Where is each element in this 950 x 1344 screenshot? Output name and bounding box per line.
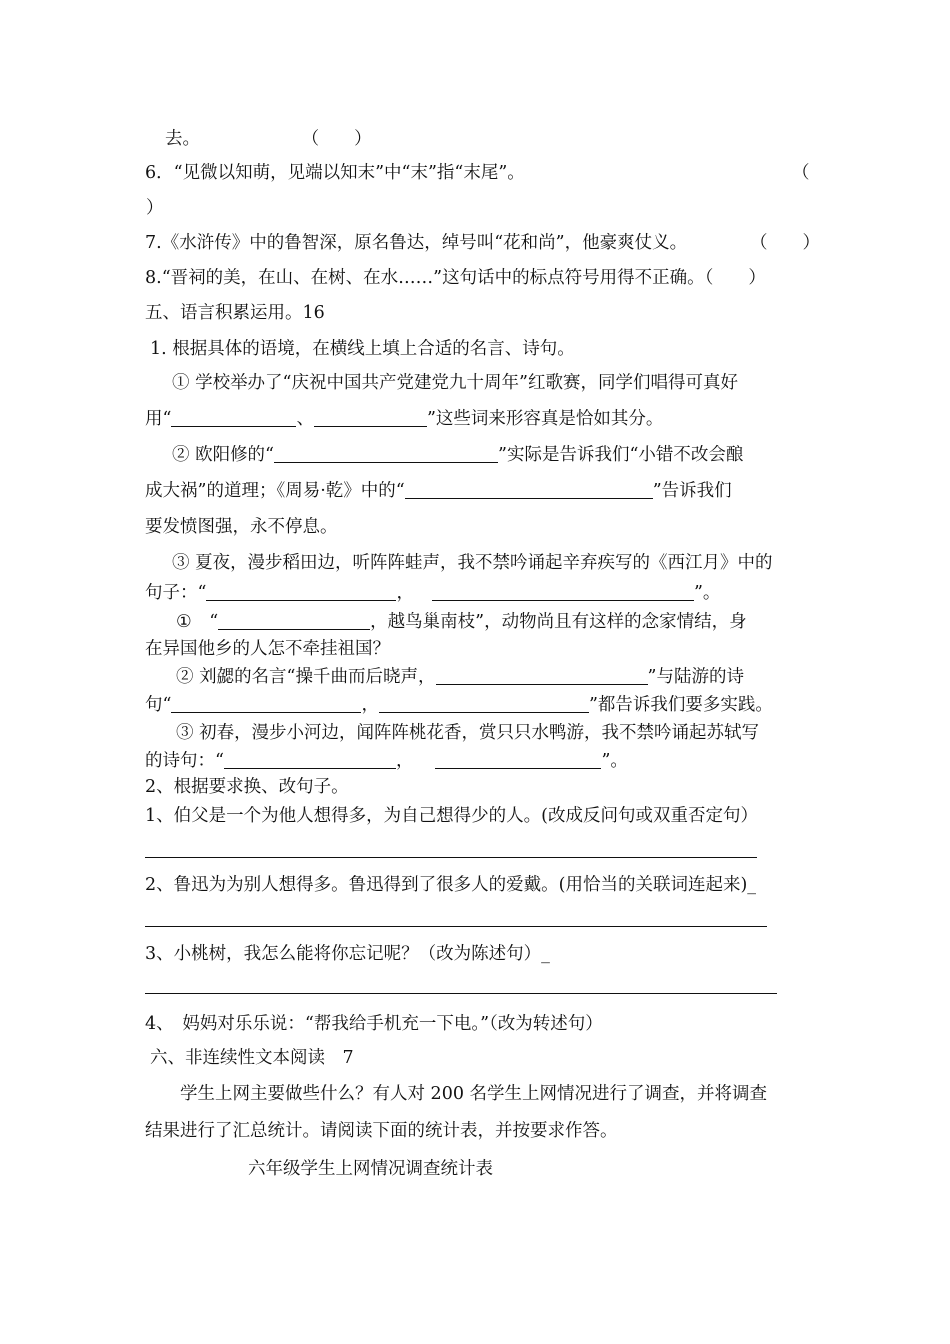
q1-item-1: ① 学校举办了“庆祝中国共产党建党九十周年”红歌赛，同学们唱得可真好 bbox=[172, 373, 738, 393]
answer-blank[interactable] bbox=[405, 480, 653, 499]
passage-line-1: 学生上网主要做些什么？有人对 200 名学生上网情况进行了调查，并将调查 bbox=[180, 1084, 768, 1104]
answer-blank[interactable] bbox=[224, 750, 396, 769]
answer-line[interactable] bbox=[145, 857, 757, 858]
q1-item-2-line3: 要发愤图强，永不停息。 bbox=[145, 517, 338, 537]
answer-blank[interactable] bbox=[171, 694, 361, 713]
table-title: 六年级学生上网情况调查统计表 bbox=[248, 1159, 493, 1179]
question-2: 2、根据要求换、改句子。 bbox=[145, 777, 349, 797]
q1-item-3: ③ 夏夜，漫步稻田边，听阵阵蛙声，我不禁吟诵起辛弃疾写的《西江月》中的 bbox=[172, 553, 773, 573]
q1-item-b2-line2: 句“ ， ”都告诉我们要多实践。 bbox=[145, 695, 773, 715]
answer-blank[interactable] bbox=[206, 582, 396, 601]
q1-item-b3-line2: 的诗句：“ ， ”。 bbox=[145, 751, 628, 771]
q2-item-2: 2、鲁迅为为别人想得多。鲁迅得到了很多人的爱戴。(用恰当的关联词连起来)_ bbox=[145, 875, 757, 895]
q1-item-2: ② 欧阳修的“ ”实际是告诉我们“小错不改会酿 bbox=[172, 445, 744, 465]
item-8: 8.“晋祠的美，在山、在树、在水……”这句话中的标点符号用得不正确。（ ） bbox=[145, 268, 766, 288]
q2-item-4: 4、 妈妈对乐乐说：“帮我给手机充一下电。”（改为转述句） bbox=[145, 1014, 603, 1034]
answer-blank[interactable] bbox=[314, 408, 427, 427]
q1-item-b1-line2: 在异国他乡的人怎不牵挂祖国？ bbox=[145, 639, 390, 659]
item-5-continuation: 去。 （ ） bbox=[165, 129, 372, 149]
answer-paren-6-close: ） bbox=[146, 198, 164, 218]
section-5-title: 五、语言积累运用。16 bbox=[145, 303, 325, 323]
item-7: 7.《水浒传》中的鲁智深，原名鲁达，绰号叫“花和尚”，他豪爽仗义。 （ ） bbox=[145, 230, 810, 256]
q1-item-b2: ② 刘勰的名言“操千曲而后晓声， ”与陆游的诗 bbox=[176, 667, 744, 687]
answer-blank[interactable] bbox=[432, 582, 694, 601]
answer-paren-5: （ ） bbox=[301, 129, 372, 149]
answer-blank[interactable] bbox=[274, 444, 498, 463]
answer-line[interactable] bbox=[145, 993, 777, 994]
passage-line-2: 结果进行了汇总统计。请阅读下面的统计表，并按要求作答。 bbox=[145, 1121, 618, 1141]
answer-blank[interactable] bbox=[379, 694, 589, 713]
answer-blank[interactable] bbox=[218, 611, 370, 630]
answer-line[interactable] bbox=[145, 926, 767, 927]
question-1: 1. 根据具体的语境，在横线上填上合适的名言、诗句。 bbox=[150, 339, 575, 359]
answer-blank[interactable] bbox=[435, 750, 601, 769]
q1-item-1-blanks: 用“ 、 ”这些词来形容真是恰如其分。 bbox=[145, 409, 664, 429]
answer-blank[interactable] bbox=[436, 666, 648, 685]
q1-item-b3: ③ 初春，漫步小河边，闻阵阵桃花香，赏只只水鸭游，我不禁吟诵起苏轼写 bbox=[176, 723, 760, 743]
item-6: 6．“见微以知萌，见端以知末”中“末”指“末尾”。 bbox=[145, 163, 525, 183]
answer-paren-6-open: （ bbox=[792, 163, 810, 183]
answer-paren-7: （ ） bbox=[750, 233, 820, 253]
q1-item-3-blanks: 句子：“ ， ”。 bbox=[145, 583, 721, 603]
q2-item-1: 1、伯父是一个为他人想得多，为自己想得少的人。(改成反问句或双重否定句） bbox=[145, 806, 758, 826]
q2-item-3: 3、小桃树，我怎么能将你忘记呢？（改为陈述句）_ bbox=[145, 944, 550, 964]
section-6-title: 六、非连续性文本阅读 7 bbox=[150, 1048, 354, 1068]
q1-item-2-line2: 成大祸”的道理；《周易·乾》中的“ ”告诉我们 bbox=[145, 481, 732, 501]
q1-item-b1: ① “ ，越鸟巢南枝”，动物尚且有这样的念家情结，身 bbox=[176, 612, 747, 632]
answer-blank[interactable] bbox=[171, 408, 296, 427]
